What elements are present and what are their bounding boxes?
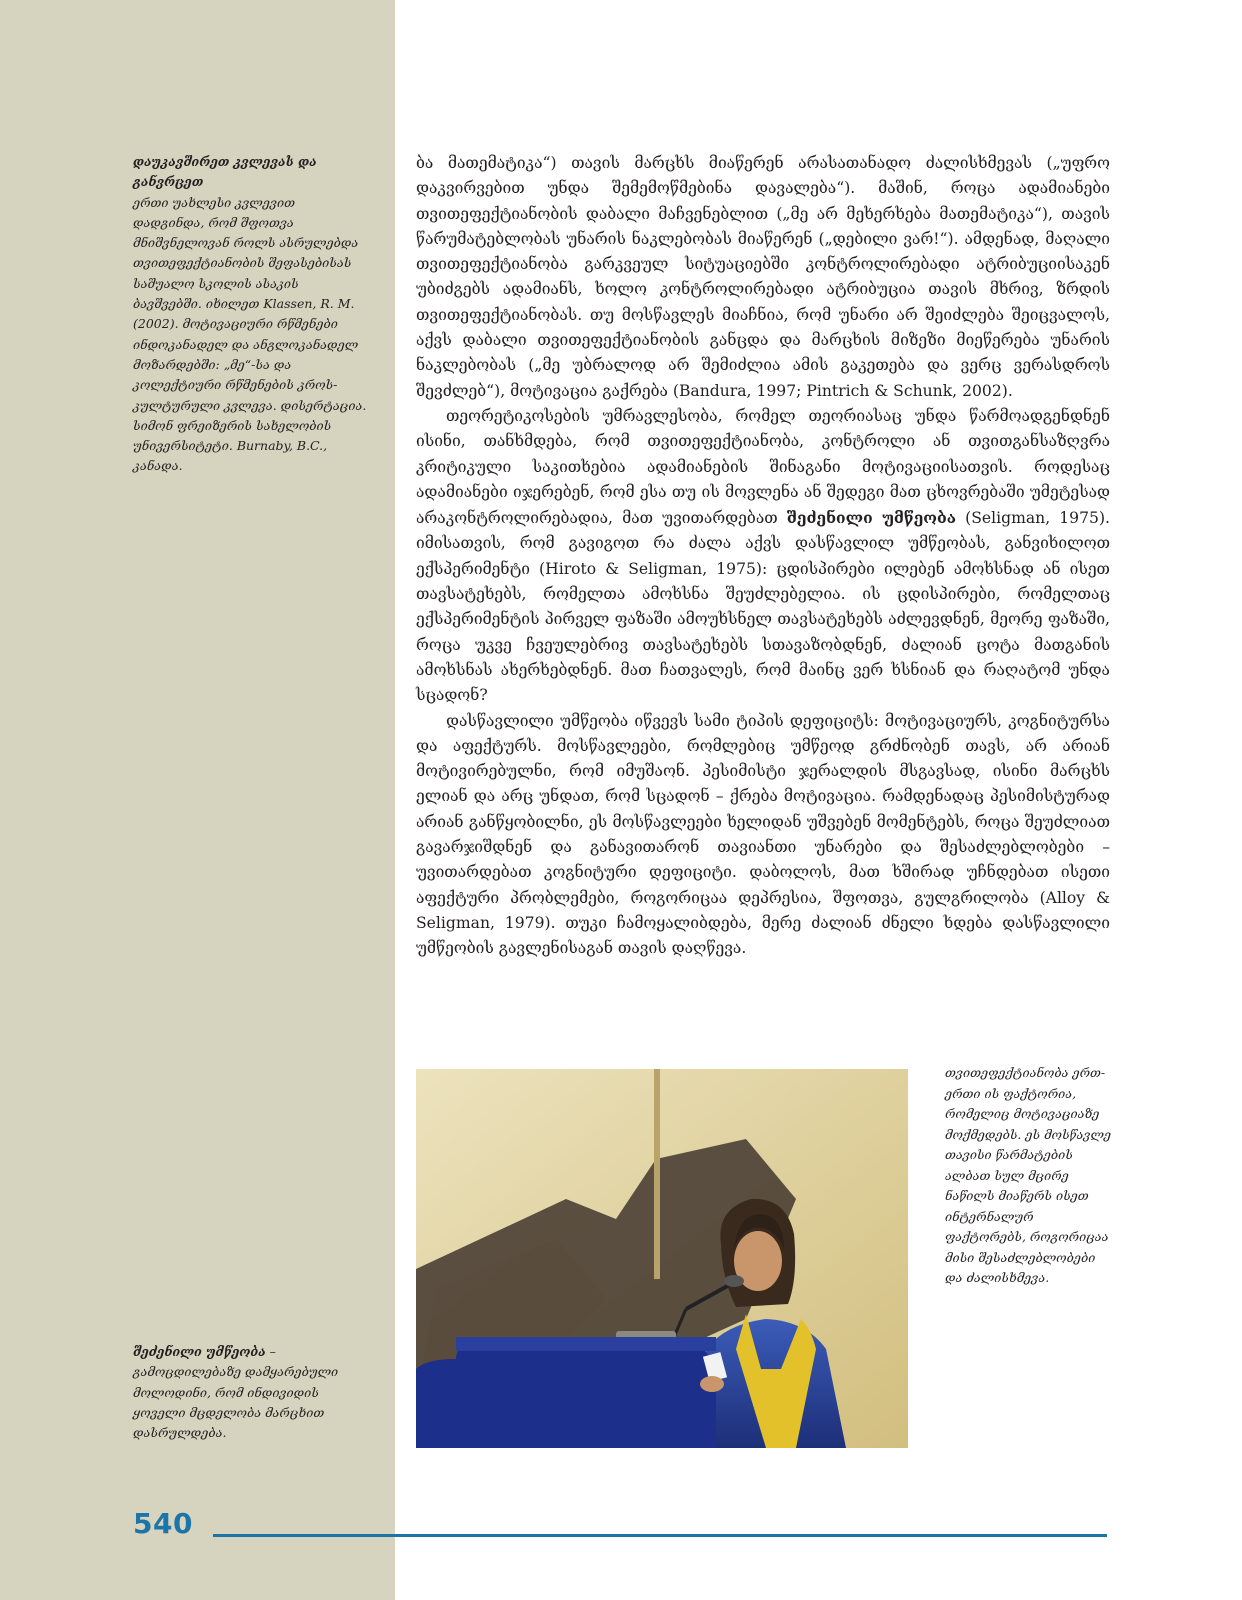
paragraph-3: დასწავლილი უმწეობა იწვევს სამი ტიპის დეფიციტს: მოტივაციურს, კოგნიტურსა და აფექტურს. მოსწავლეები, რომლებიც უმწეოდ გრძნობენ თავს, არ არიან მოტივირებულნი, რომ იმუშაონ. პესიმისტი ჯერალდის მსგავსად, ისინი მარცხს ელიან და არც უნდათ, რომ სცადონ – ქრება მოტივაცია. რამდენადაც პესიმისტურად არიან განწყობილნი, ეს მოსწავლეები ხელიდან უშვებენ მომენტებს, როცა შეუძლიათ გავარჯიშდნენ და განავითარონ თავიანთი უნარები და შესაძლებლობები – უვითარდებათ კოგნიტური დეფიციტი. დაბოლოს, მათ ხშირად უჩნდებათ ისეთი აფექტური პრობლემები, როგორიცაა დეპრესია, შფოთვა, გულგრილობა (Alloy & Seligman, 1979). თუკი ჩამოყალიბდება, მერე ძალიან ძნელი ხდება დასწავლილი უმწეობის გავლენისაგან თავის დაღწევა. xyxy=(416,711,1110,958)
definition-term: შეძენილი უმწეობა xyxy=(133,1344,266,1359)
photo-caption: თვითეფექტიანობა ერთ-ერთი ის ფაქტორია, რომელიც მოტივაციაზე მოქმედებს. ეს მოსწავლე თავისი წარმატების ალბათ სულ მცირე ნაწილს მიაწერს ისეთ ინტერნალურ ფაქტორებს, როგორიცაა მისი შესაძლებლობები და ძალისხმევა. xyxy=(945,1065,1112,1285)
graduation-speaker-photo xyxy=(416,1069,908,1448)
paragraph-1: ბა მათემატიკა“) თავის მარცხს მიაწერენ არასათანადო ძალისხმევას („უფრო დაკვირვებით უნდა შემემოწმებინა დავალება“). მაშინ, როცა ადამიანები თვითეფექტიანობის დაბალი მაჩვენებლით („მე არ მეხერხება მათემატიკა“), თავის წარუმატებლობას უნარის ნაკლებობას მიაწერენ („დებილი ვარ!“). ამდენად, მაღალი თვითეფექტიანობა გარკვეულ სიტუაციებში კონტროლირებადი ატრიბუციისაკენ უბიძგებს ადამიანს, ხოლო კონტროლირებადი ატრიბუცია თავის მხრივ, ზრდის თვითეფექტიანობას. თუ მოსწავლეს მიაჩნია, რომ უნარი არ შეიძლება შეიცვალოს, აქვს დაბალი თვითეფექტიანობის განცდა და მარცხის მიზეზი მიეწერება უნარის ნაკლებობას („მე უბრალოდ არ შემიძლია ამის გაკეთება და ვერც ვერასდროს შევძლებ“), მოტივაცია გაქრება (Bandura, 1997; Pintrich & Schunk, 2002). xyxy=(416,154,1110,400)
footer-rule xyxy=(213,1534,1107,1537)
paragraph-2 xyxy=(416,404,1110,709)
definition-text: – გამოცდილებაზე დამყარებული მოლოდინი, რომ ინდივიდის ყოველი მცდელობა მარცხით დასრულდება. xyxy=(133,1344,339,1441)
key-term-learned-helplessness: შეძენილი უმწეობა xyxy=(786,508,957,528)
sidebar-note-research xyxy=(133,152,368,477)
paragraph-2-part-1: თეორეტიკოსების უმრავლესობა, რომელ თეორიასაც უნდა წარმოადგენდნენ ისინი, თანხმდება, რომ თვითეფექტიანობა, კონტროლი ან თვითგანსაზღვრა კრიტიკული საკითხებია ადამიანების შინაგანი მოტივაციისათვის. როდესაც ადამიანები იჯერებენ, რომ ესა თუ ის მოვლენა ან შედეგი მათ ცხოვრებაში უმეტესად არაკონტროლირებადია, მათ უვითარდებათ xyxy=(416,406,1110,528)
page-number: 540 xyxy=(133,1507,193,1540)
main-body-text xyxy=(416,151,1110,962)
sidebar-note-text: ერთი უახლესი კვლევით დადგინდა, რომ შფოთვა მნიშვნელოვან როლს ასრულებდა თვითეფექტიანობის შეფასებისას საშუალო სკოლის ასაკის ბავშვებში. იხილეთ Klassen, R. M. (2002). მოტივაციური რწმენები ინდოკანადელ და ანგლოკანადელ მოზარდებში: „მე“-სა და კოლექტიური რწმენების კროს-კულტურული კვლევა. დისერტაცია. სიმონ ფრეიზერის სახელობის უნივერსიტეტი. Burnaby, B.C., კანადა. xyxy=(133,194,367,474)
sidebar-note-heading: დაუკავშირეთ კვლევას და განვრცეთ xyxy=(133,154,317,190)
paragraph-2-part-2: (Seligman, 1975). იმისათვის, რომ გავიგოთ რა ძალა აქვს დასწავლილ უმწეობას, განვიხილოთ ექსპერიმენტი (Hiroto & Seligman, 1975): ცდისპირები ილებენ ამოხსნად ან ისეთ თავსატეხებს, რომელთა ამოხსნა შეუძლებელია. ის ცდისპირები, რომელთაც ექსპერიმენტის პირველ ფაზაში ამოუხსნელ თავსატეხებს აძლევდნენ, მეორე ფაზაში, როცა უკვე ჩვეულებრივ თავსატეხებს სთავაზობდნენ, ძალიან ცოტა მათგანის ამოხსნას ახერხებდნენ. მათ ჩათვალეს, რომ მაინც ვერ ხსნიან და რაღატომ უნდა სცადონ? xyxy=(416,509,1110,705)
sidebar-definition xyxy=(133,1342,368,1443)
